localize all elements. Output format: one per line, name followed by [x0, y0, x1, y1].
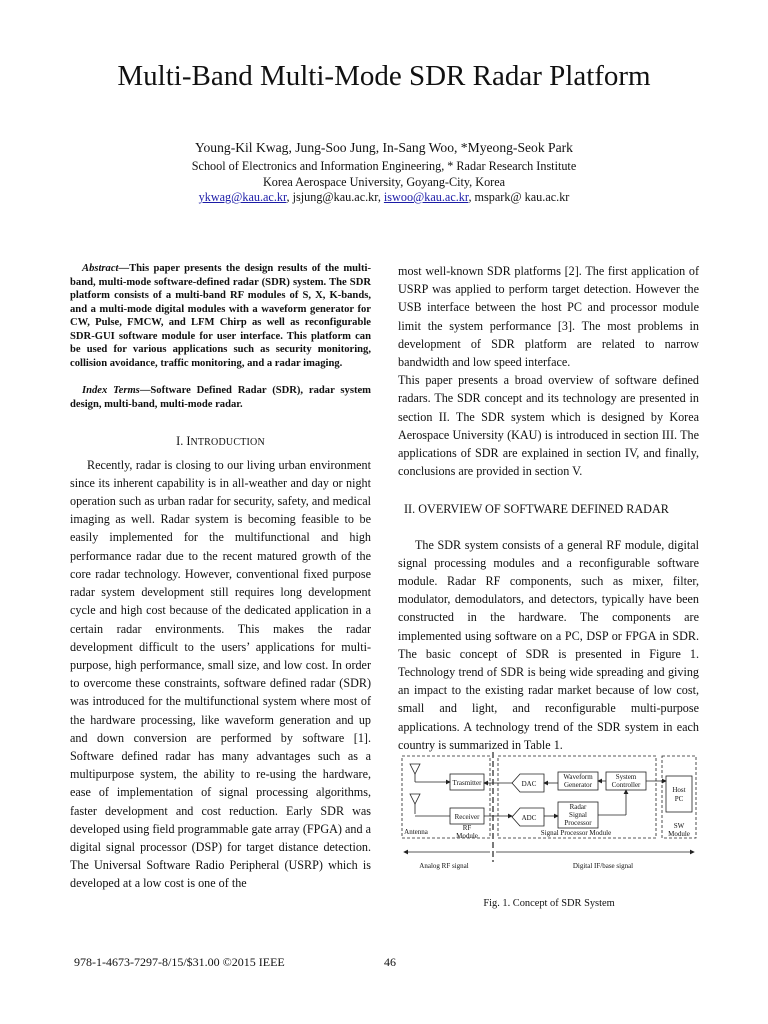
right-column [398, 262, 699, 754]
label-antenna: Antenna [404, 828, 428, 836]
label-waveform-2: Generator [564, 781, 592, 789]
page-number: 46 [384, 955, 396, 969]
label-system-1: System [615, 773, 637, 781]
introduction-paragraph: Recently, radar is closing to our living urban environment since its inherent capability is in all-weather and day or night operation such as urban radar for security, safety, and medical imaging as well. Radar system is becoming feasible to be easily implemented for the multifunctional and high performance radar due to the recent matured growth of the core radar technology. However, conventional fixed purpose radar system development still requires long development cycle and high cost because of the dedicated application in a certain radar environments. This makes the radar development difficult to the users’ applications for multi-purpose, high performance, small size, and low cost. In order to overcome these constraints, software defined radar (SDR) was introduced for the multifunctional system where most of the hardware processing, like waveform generation and up and down conversion are performed by software [1]. Software defined radar has many advantages such as a multipurpose system, the ability to re-using the hardware, ease of implementation of signal processing algorithms, faster development and cost reduction. Early SDR was developed using field programmable gate array (FPGA) and a digital signal processor (DSP) for target distance detection. The Universal Software Radio Peripheral (USRP) which is developed at a low cost is one of the [70, 457, 371, 891]
figure-sdr-concept [398, 752, 700, 882]
antenna-icon-tx [410, 764, 420, 774]
email-line [0, 190, 768, 205]
section-heading-overview: II. OVERVIEW OF SOFTWARE DEFINED RADAR [404, 502, 669, 517]
index-terms [70, 384, 371, 411]
label-host-2: PC [674, 795, 684, 803]
overview-paragraph: The SDR system consists of a general RF module, digital signal processing modules and a reconfigurable software module. Radar RF components, such as mixer, filter, modulator, demodulators, and detectors, typically have been constructed in the hardware. The components are implemented using software on a PC, DSP or FPGA in SDR. The basic concept of SDR is presented in Figure 1. Technology trend of SDR is being wide spreading and giving an impact to the existing radar market because of low cost, small and light, and reconfigurable multi-purpose applications. A technology trend of the SDR system in each country is summarized in Table 1. [398, 537, 699, 752]
abstract-lead: Abstract [82, 263, 119, 274]
label-radar-3: Processor [564, 819, 592, 827]
section-numeral: I. I [176, 434, 191, 449]
affiliation-line-1: School of Electronics and Information Engineering, * Radar Research Institute [191, 159, 577, 173]
label-dac: DAC [521, 780, 537, 788]
abstract-text: —This paper presents the design results of the multi-band, multi-mode software-defined radar (SDR) system. The SDR platform consists of a multi-band RF modules of S, X, K-bands, and a multi-mode digital modules with a waveform generator for CW, Pulse, FMCW, and LFM Chirp as well as reconfigurable SDR-GUI software module for user interface. This platform can be used for various applications such as security monitoring, collision avoidance, traffic monitoring, and a radar imaging. [70, 263, 371, 369]
paper-title: Multi-Band Multi-Mode SDR Radar Platform [117, 60, 651, 92]
label-sw-1: SW [673, 822, 685, 830]
rf-module-boundary [402, 756, 490, 838]
affiliation-line-2: Korea Aerospace University, Goyang-City, Korea [262, 175, 506, 189]
footer-copyright: 978-1-4673-7297-8/15/$31.00 ©2015 IEEE [74, 955, 285, 969]
email-tail: , mspark@ kau.ac.kr [468, 190, 570, 204]
section-heading-introduction [70, 432, 371, 452]
index-terms-lead: Index Terms [82, 385, 140, 397]
label-signal-processor-module: Signal Processor Module [540, 829, 612, 837]
right-paragraph-1: most well-known SDR platforms [2]. The first application of USRP was applied to perform target detection. However the USB interface between the host PC and processor module limit the system performance [3]. The most problems in development of SDR platform are related to narrow bandwidth and low speed interface. [398, 264, 699, 370]
label-system-2: Controller [611, 781, 641, 789]
label-radar-2: Signal [569, 811, 587, 819]
label-receiver: Receiver [454, 813, 480, 821]
author-list: Young-Kil Kwag, Jung-Soo Jung, In-Sang Woo, *Myeong-Seok Park [195, 140, 573, 155]
index-terms-text: —Software Defined Radar (SDR), radar system design, multi-band, multi-mode radar. [70, 385, 371, 410]
left-column [70, 262, 371, 893]
sdr-block-diagram [398, 752, 700, 882]
label-rf-1: RF [462, 824, 472, 832]
host-pc-block [666, 776, 692, 812]
label-radar-1: Radar [569, 803, 587, 811]
right-paragraph-2: This paper presents a broad overview of software defined radars. The SDR concept and its technology are presented in section II. The SDR system which is designed by Korea Aerospace University (KAU) is introduced in section III. The applications of SDR are explained in section IV, and finally, conclusions are provided in section V. [398, 373, 699, 479]
label-adc: ADC [521, 814, 537, 822]
label-transmitter: Trasmitter [452, 779, 482, 787]
label-rf-2: Module [456, 832, 478, 840]
email-link-iswoo[interactable]: iswoo@kau.ac.kr [383, 190, 469, 204]
figure-caption: Fig. 1. Concept of SDR System [483, 898, 615, 909]
label-digital: Digital IF/base signal [572, 862, 634, 870]
email-link-ykwag[interactable]: ykwag@kau.ac.kr [198, 190, 287, 204]
email-separator: , jsjung@kau.ac.kr, [286, 190, 384, 204]
antenna-icon-rx [410, 794, 420, 804]
label-host-1: Host [672, 786, 686, 794]
abstract [70, 262, 371, 370]
label-analog: Analog RF signal [419, 862, 469, 870]
label-sw-2: Module [668, 830, 690, 838]
section-smallcaps: NTRODUCTION [190, 437, 265, 449]
label-waveform-1: Waveform [563, 773, 593, 781]
